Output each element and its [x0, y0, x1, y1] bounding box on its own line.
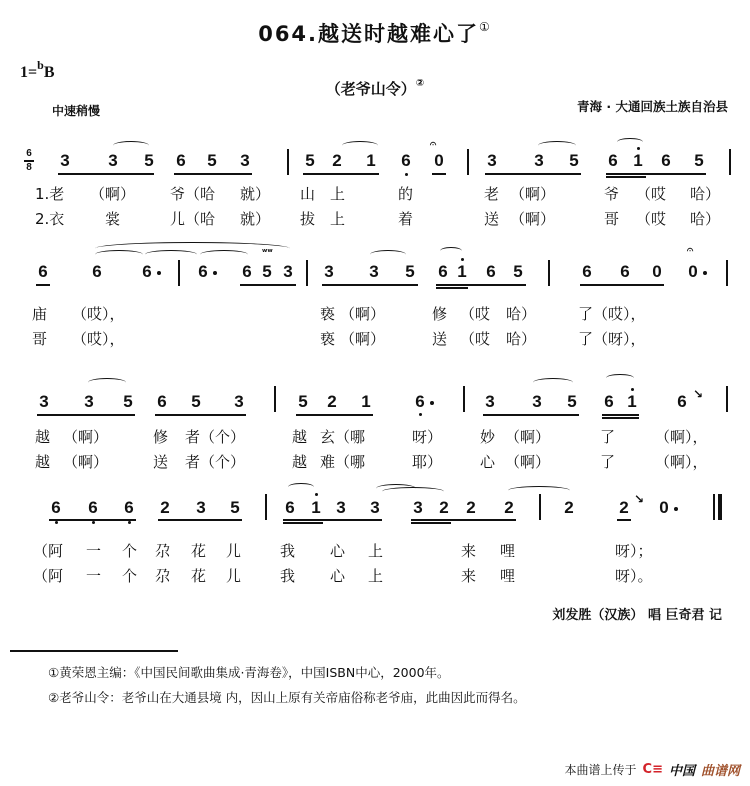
- note: 5: [305, 151, 315, 170]
- note: 6: [401, 151, 411, 170]
- lyric: 了（哎），: [578, 305, 646, 323]
- lyric: 哈）: [690, 210, 721, 228]
- time-numerator: 6: [26, 148, 32, 159]
- footnote-2: ②老爷山令：老爷山在大通县境 内，因山上原有关帝庙俗称老爷庙，此曲因此而得名。: [48, 690, 526, 705]
- note: 6: [438, 262, 448, 281]
- note: 6: [124, 498, 134, 517]
- underline: [296, 414, 373, 416]
- note: 6: [92, 262, 102, 281]
- performer-credit: 刘发胜（汉族） 唱 巨奇君 记: [552, 608, 722, 623]
- high-octave-dot: [315, 493, 318, 496]
- augmentation-dot: [703, 271, 707, 275]
- score-line-3: [0, 380, 750, 480]
- lyric: （啊）: [63, 453, 109, 471]
- lyric: 一: [86, 542, 102, 560]
- barline: [463, 386, 465, 412]
- lyric: 哈）: [506, 305, 537, 323]
- lyric: 了（呀），: [578, 330, 646, 348]
- note: 3: [84, 392, 94, 411]
- underline: [436, 287, 468, 289]
- note: 5: [569, 151, 579, 170]
- lyric: 上: [368, 542, 384, 560]
- note: 1: [627, 392, 637, 411]
- note: 1: [633, 151, 643, 170]
- underline: [158, 519, 242, 521]
- barline: [178, 260, 180, 286]
- slur: [533, 378, 573, 387]
- note: 3: [369, 262, 379, 281]
- note: 6: [620, 262, 630, 281]
- barline: [726, 260, 728, 286]
- note: 1: [311, 498, 321, 517]
- lyric: 哩: [500, 567, 516, 585]
- lyric: （啊）: [505, 453, 551, 471]
- song-title: [0, 18, 750, 48]
- high-octave-dot: [461, 258, 464, 261]
- note: 5: [230, 498, 240, 517]
- underline: [411, 522, 451, 524]
- barline: [467, 149, 469, 175]
- lyric: 我: [280, 542, 296, 560]
- note: 5: [513, 262, 523, 281]
- underline: [602, 417, 639, 419]
- lyric: 耶）: [412, 453, 443, 471]
- fermata-icon: 𝄐: [687, 243, 694, 256]
- underline: [240, 284, 296, 286]
- note: 5: [694, 151, 704, 170]
- lyric: 哥: [32, 330, 48, 348]
- lyric: 送: [484, 210, 500, 228]
- lyric: 着: [398, 210, 414, 228]
- underline: [322, 284, 418, 286]
- high-octave-dot: [637, 147, 640, 150]
- note: 6: [242, 262, 252, 281]
- lyric: （哎: [460, 305, 491, 323]
- slur: [370, 250, 406, 259]
- upload-text: 本曲谱上传于: [564, 763, 637, 777]
- lyric: 亵: [320, 305, 336, 323]
- note: 6: [38, 262, 48, 281]
- lyric: 爷（哈: [170, 185, 216, 203]
- note: 2: [439, 498, 449, 517]
- barline: [287, 149, 289, 175]
- lyric: 者: [185, 428, 201, 446]
- augmentation-dot: [213, 271, 217, 275]
- subtitle: [0, 78, 750, 99]
- score-line-1: [0, 135, 750, 235]
- note: 5: [262, 262, 272, 281]
- lyric: 难（哪: [320, 453, 366, 471]
- lyric: （个）: [200, 428, 246, 446]
- note: 0: [688, 262, 698, 281]
- lyric: 上: [368, 567, 384, 585]
- lyric: 花: [191, 542, 207, 560]
- lyric: 越: [35, 453, 51, 471]
- note: 3: [324, 262, 334, 281]
- underline: [617, 519, 631, 521]
- lyric: （啊）: [90, 185, 136, 203]
- slur: [538, 141, 576, 150]
- lyric: 山: [300, 185, 316, 203]
- mordent-icon: ʷʷ: [262, 248, 273, 258]
- lyric: 裳: [105, 210, 121, 228]
- lyric: 儿: [226, 567, 242, 585]
- underline: [483, 414, 579, 416]
- augmentation-dot: [430, 401, 434, 405]
- tempo-marking: 中速稍慢: [52, 104, 101, 118]
- site-name-part-2[interactable]: 曲谱网: [700, 764, 740, 779]
- note: 6: [176, 151, 186, 170]
- barline: [265, 494, 267, 520]
- note: 3: [534, 151, 544, 170]
- note: 6: [198, 262, 208, 281]
- note: 3: [283, 262, 293, 281]
- note: 6: [677, 392, 687, 411]
- barline: [274, 386, 276, 412]
- barline: [729, 149, 731, 175]
- lyric: 来: [461, 542, 477, 560]
- subtitle-text: （老爷山令）: [325, 80, 416, 98]
- lyric: 就）: [240, 210, 271, 228]
- low-octave-dot: [419, 413, 422, 416]
- barline: [548, 260, 550, 286]
- site-name-part-1[interactable]: 中国: [668, 764, 695, 779]
- note: 3: [336, 498, 346, 517]
- flat-icon: b: [37, 58, 44, 72]
- time-denominator: 8: [26, 161, 32, 173]
- underline: [602, 414, 639, 416]
- lyric: （啊）: [505, 428, 551, 446]
- underline: [606, 173, 706, 175]
- note: 5: [207, 151, 217, 170]
- lyric: （哎: [636, 185, 667, 203]
- lyric: 上: [330, 210, 346, 228]
- lyric: （阿: [33, 542, 64, 560]
- note: 2: [327, 392, 337, 411]
- lyric: 儿（哈: [170, 210, 216, 228]
- lyric: 的: [398, 185, 414, 203]
- underline: [432, 173, 446, 175]
- underline: [283, 519, 382, 521]
- lyric: 就）: [240, 185, 271, 203]
- lyric: （个）: [200, 453, 246, 471]
- note: 1: [457, 262, 467, 281]
- note: 3: [60, 151, 70, 170]
- lyric: 尕: [155, 542, 171, 560]
- lyric: 心: [330, 567, 346, 585]
- lyric: 拔: [300, 210, 316, 228]
- slur: [342, 141, 378, 150]
- lyric: 老: [484, 185, 500, 203]
- lyric: 者: [185, 453, 201, 471]
- lyric: 哈）: [690, 185, 721, 203]
- lyric: 亵: [320, 330, 336, 348]
- lyric: 庙: [32, 305, 48, 323]
- underline: [606, 176, 646, 178]
- note: 1: [366, 151, 376, 170]
- underline: [283, 522, 323, 524]
- note: 6: [486, 262, 496, 281]
- lyric: 个: [122, 542, 138, 560]
- note: 5: [567, 392, 577, 411]
- lyric: （啊），: [655, 428, 708, 446]
- lyric: 越: [35, 428, 51, 446]
- low-octave-dot: [128, 521, 131, 524]
- lyric: 一: [86, 567, 102, 585]
- time-signature: [24, 149, 34, 173]
- note: 6: [582, 262, 592, 281]
- note: 3: [108, 151, 118, 170]
- lyric: （啊）: [340, 305, 386, 323]
- lyric: 修: [153, 428, 169, 446]
- lyric: 哩: [500, 542, 516, 560]
- lyric: （啊）: [510, 185, 556, 203]
- note: 0: [434, 151, 444, 170]
- note: 6: [88, 498, 98, 517]
- final-barline-thick: [718, 494, 722, 520]
- note: 5: [144, 151, 154, 170]
- lyric: 花: [191, 567, 207, 585]
- lyric: 呀）: [412, 428, 443, 446]
- title-footnote-marker: ①: [479, 20, 492, 34]
- lyric: 来: [461, 567, 477, 585]
- note: 0: [659, 498, 669, 517]
- note: 3: [234, 392, 244, 411]
- site-logo-icon[interactable]: C≡: [642, 762, 663, 777]
- lyric: 了: [600, 428, 616, 446]
- lyric: 儿: [226, 542, 242, 560]
- lyric: 送: [432, 330, 448, 348]
- fermata-icon: 𝄐: [430, 137, 437, 150]
- lyric: （阿: [33, 567, 64, 585]
- note: 1: [361, 392, 371, 411]
- note: 3: [39, 392, 49, 411]
- note: 3: [485, 392, 495, 411]
- slur: [200, 250, 248, 259]
- lyric: 心: [330, 542, 346, 560]
- slur: [606, 374, 634, 382]
- slur: [382, 487, 444, 496]
- note: 2: [564, 498, 574, 517]
- lyric: 了: [600, 453, 616, 471]
- note: 5: [191, 392, 201, 411]
- final-barline-thin: [713, 494, 715, 520]
- augmentation-dot: [157, 271, 161, 275]
- note: 2: [619, 498, 629, 517]
- lyric: 越: [292, 453, 308, 471]
- lyric: （哎: [460, 330, 491, 348]
- note: 6: [285, 498, 295, 517]
- note: 5: [123, 392, 133, 411]
- lyric: 爷: [604, 185, 620, 203]
- lyric: 修: [432, 305, 448, 323]
- glide-arrow-icon: ↘: [693, 387, 704, 401]
- lyric: 哥: [604, 210, 620, 228]
- note: 6: [661, 151, 671, 170]
- lyric: （啊）: [510, 210, 556, 228]
- slur: [440, 247, 462, 255]
- low-octave-dot: [92, 521, 95, 524]
- note: 6: [51, 498, 61, 517]
- note: 3: [532, 392, 542, 411]
- barline: [539, 494, 541, 520]
- lyric: （啊），: [655, 453, 708, 471]
- note: 3: [370, 498, 380, 517]
- slur: [113, 141, 149, 150]
- note: 2: [466, 498, 476, 517]
- underline: [155, 414, 246, 416]
- slur: [88, 378, 126, 387]
- footnote-1: ①黄荣恩主编：《中国民间歌曲集成·青海卷》，中国ISBN中心，2000年。: [48, 665, 450, 680]
- underline: [436, 284, 526, 286]
- upload-attribution: [565, 760, 740, 779]
- barline: [306, 260, 308, 286]
- underline: [580, 284, 664, 286]
- underline: [485, 173, 581, 175]
- underline: [49, 519, 136, 521]
- underline: [174, 173, 252, 175]
- note: 2: [332, 151, 342, 170]
- lyric: （啊）: [63, 428, 109, 446]
- lyric: 我: [280, 567, 296, 585]
- lyric: 呀）。: [615, 567, 653, 585]
- augmentation-dot: [674, 507, 678, 511]
- region-origin: 青海 · 大通回族土族自治县: [577, 99, 728, 114]
- note: 6: [415, 392, 425, 411]
- lyric: 上: [330, 185, 346, 203]
- lyric: 个: [122, 567, 138, 585]
- lyric: 送: [153, 453, 169, 471]
- low-octave-dot: [55, 521, 58, 524]
- slur: [288, 483, 314, 491]
- high-octave-dot: [631, 388, 634, 391]
- slur: [95, 250, 143, 259]
- lyric: 越: [292, 428, 308, 446]
- note: 0: [652, 262, 662, 281]
- underline: [37, 414, 135, 416]
- lyric: 2.衣: [35, 210, 65, 228]
- lyric: （哎: [636, 210, 667, 228]
- note: 3: [413, 498, 423, 517]
- barline: [726, 386, 728, 412]
- footnote-divider: [10, 650, 178, 652]
- note: 6: [157, 392, 167, 411]
- note: 2: [160, 498, 170, 517]
- low-octave-dot: [405, 173, 408, 176]
- note: 3: [240, 151, 250, 170]
- lyric: （哎），: [72, 305, 125, 323]
- lyric: （啊）: [340, 330, 386, 348]
- underline: [36, 284, 50, 286]
- lyric: （哎），: [72, 330, 125, 348]
- slur: [145, 250, 197, 259]
- title-text: 064.越送时越难心了: [258, 22, 480, 46]
- note: 5: [298, 392, 308, 411]
- underline: [411, 519, 516, 521]
- glide-arrow-icon: ↘: [634, 492, 645, 506]
- lyric: 心: [480, 453, 496, 471]
- slur: [617, 138, 643, 146]
- underline: [303, 173, 379, 175]
- lyric: 玄（哪: [320, 428, 366, 446]
- score-line-4: [0, 490, 750, 590]
- subtitle-footnote-marker: ②: [415, 78, 425, 89]
- note: 3: [487, 151, 497, 170]
- key-label: 1=: [20, 64, 38, 81]
- lyric: 呀）；: [615, 542, 653, 560]
- note: 6: [608, 151, 618, 170]
- lyric: 尕: [155, 567, 171, 585]
- lyric: 哈）: [506, 330, 537, 348]
- note: 2: [504, 498, 514, 517]
- note: 6: [142, 262, 152, 281]
- key-note: B: [43, 64, 55, 81]
- score-line-2: [0, 243, 750, 355]
- lyric: 妙: [480, 428, 496, 446]
- lyric: 1.老: [35, 185, 65, 203]
- note: 6: [604, 392, 614, 411]
- underline: [58, 173, 154, 175]
- note: 3: [196, 498, 206, 517]
- note: 5: [405, 262, 415, 281]
